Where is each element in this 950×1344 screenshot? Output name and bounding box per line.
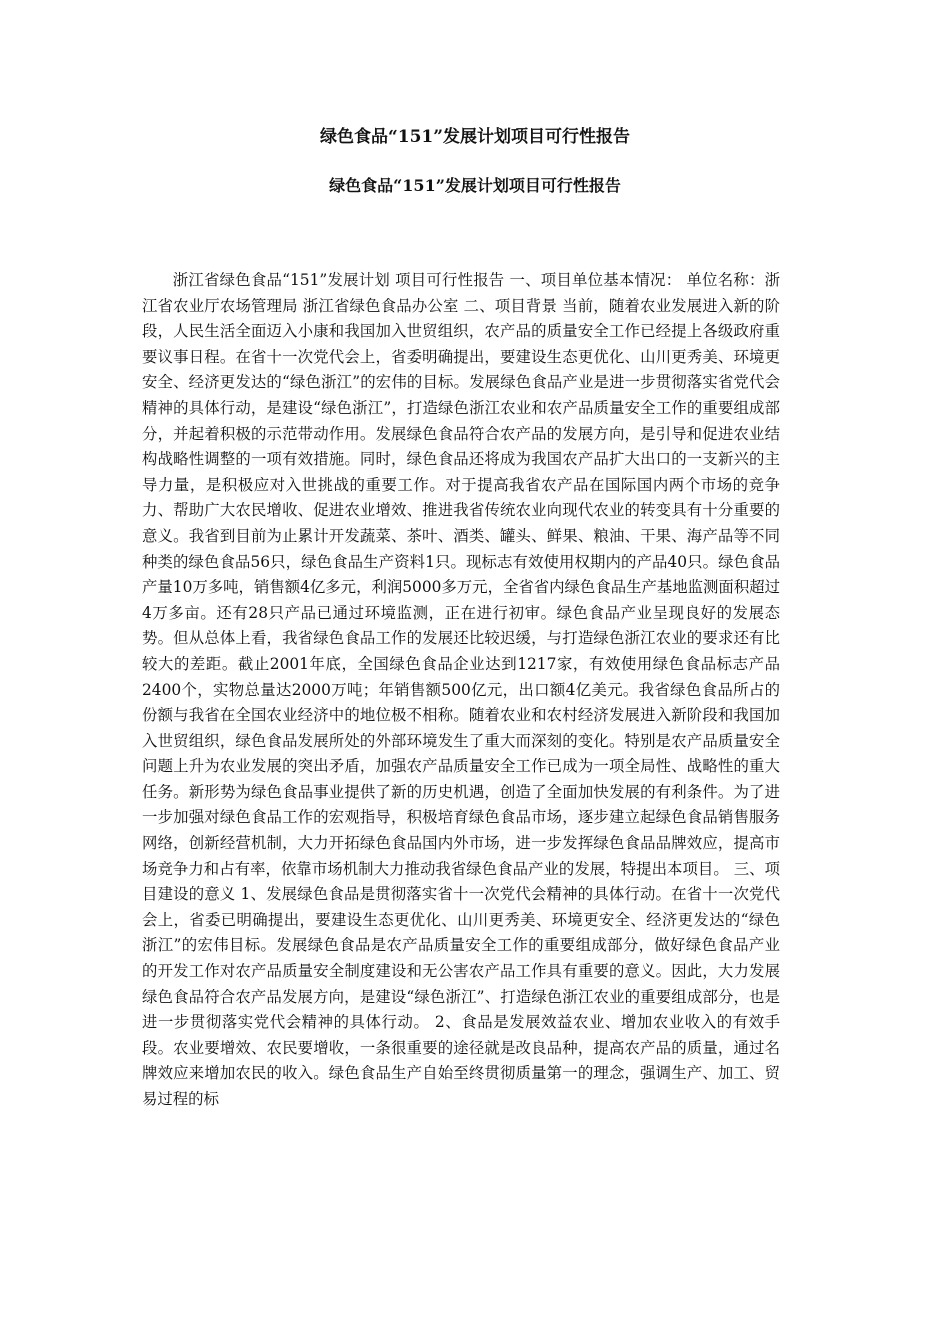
document-subtitle: 绿色食品“151”发展计划项目可行性报告: [329, 176, 621, 195]
document-title: 绿色食品“151”发展计划项目可行性报告: [319, 127, 631, 147]
document-body-text: 浙江省绿色食品“151”发展计划 项目可行性报告 一、项目单位基本情况： 单位名称：浙江省农业厅农场管理局 浙江省绿色食品办公室 二、项目背景 当前，随着农业发展进入新的阶段，人民生活全面迈入小康和我国加入世贸组织，农产品的质量安全工作已经提上各级政府重要议事日程。在省十一次党代会上，省委明确提出，要建设生态更优化、山川更秀美、环境更安全、经济更发达的“绿色浙江”的宏伟的目标。发展绿色食品产业是进一步贯彻落实省党代会精神的具体行动，是建设“绿色浙江”，打造绿色浙江农业和农产品质量安全工作的重要组成部分，并起着积极的示范带动作用。发展绿色食品符合农产品的发展方向，是引导和促进农业结构战略性调整的一项有效措施。同时，绿色食品还将成为我国农产品扩大出口的一支新兴的主导力量，是积极应对入世挑战的重要工作。对于提高我省农产品在国际国内两个市场的竞争力、帮助广大农民增收、促进农业增效、推进我省传统农业向现代农业的转变具有十分重要的意义。我省到目前为止累计开发蔬菜、茶叶、酒类、罐头、鲜果、粮油、干果、海产品等不同种类的绿色食品56只，绿色食品生产资料1只。现标志有效使用权期内的产品40只。绿色食品产量10万多吨，销售额4亿多元，利润5000多万元，全省省内绿色食品生产基地监测面积超过4万多亩。还有28只产品已通过环境监测，正在进行初审。绿色食品产业呈现良好的发展态势。但从总体上看，我省绿色食品工作的发展还比较迟缓，与打造绿色浙江农业的要求还有比较大的差距。截止2001年底，全国绿色食品企业达到1217家，有效使用绿色食品标志产品2400个，实物总量达2000万吨；年销售额500亿元，出口额4亿美元。我省绿色食品所占的份额与我省在全国农业经济中的地位极不相称。随着农业和农村经济发展进入新阶段和我国加入世贸组织，绿色食品发展所处的外部环境发生了重大而深刻的变化。特别是农产品质量安全问题上升为农业发展的突出矛盾，加强农产品质量安全工作已成为一项全局性、战略性的重大任务。新形势为绿色食品事业提供了新的历史机遇，创造了全面加快发展的有利条件。为了进一步加强对绿色食品工作的宏观指导，积极培育绿色食品市场，逐步建立起绿色食品销售服务网络，创新经营机制，大力开拓绿色食品国内外市场，进一步发挥绿色食品品牌效应，提高市场竞争力和占有率，依靠市场机制大力推动我省绿色食品产业的发展，特提出本项目。 三、项目建设的意义 1、发展绿色食品是贯彻落实省十一次党代会精神的具体行动。在省十一次党代会上，省委已明确提出，要建设生态更优化、山川更秀美、环境更安全、经济更发达的“绿色浙江”的宏伟目标。发展绿色食品是农产品质量安全工作的重要组成部分，做好绿色食品产业的开发工作对农产品质量安全制度建设和无公害农产品工作具有重要的意义。因此，大力发展绿色食品符合农产品发展方向，是建设“绿色浙江”、打造绿色浙江农业的重要组成部分，也是进一步贯彻落实党代会精神的具体行动。 2、食品是发展效益农业、增加农业收入的有效手段。农业要增效、农民要增收，一条很重要的途径就是改良品种，提高农产品的质量，通过名牌效应来增加农民的收入。绿色食品生产自始至终贯彻质量第一的理念，强调生产、加工、贸易过程的标: [142, 271, 780, 1108]
